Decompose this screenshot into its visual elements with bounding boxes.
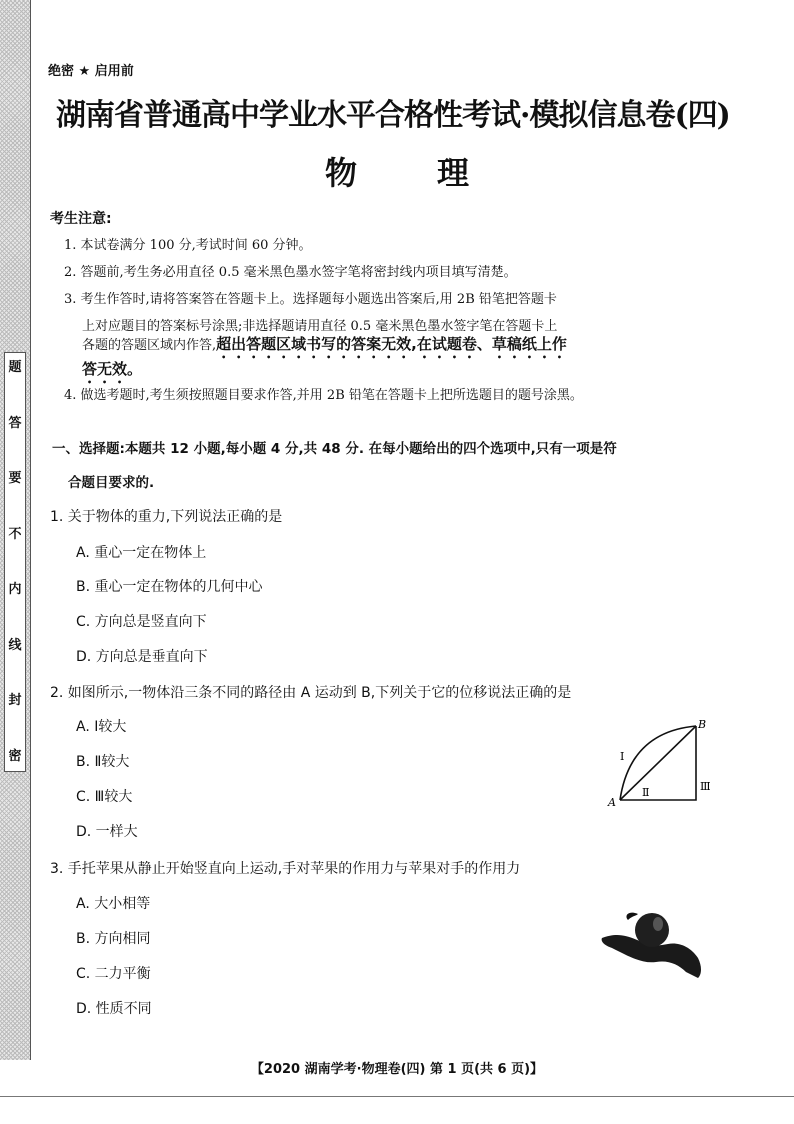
seal-char: 题 xyxy=(8,360,22,375)
question-1-option-a: A. 重心一定在物体上 xyxy=(76,545,207,561)
seal-char: 封 xyxy=(8,693,22,709)
apple-highlight xyxy=(653,917,663,931)
question-3-stem: 3. 手托苹果从静止开始竖直向上运动,手对苹果的作用力与苹果对手的作用力 xyxy=(50,861,521,877)
point-a-label: A xyxy=(608,796,616,809)
subject-char-1: 物 xyxy=(324,154,357,192)
question-2-option-a: A. Ⅰ较大 xyxy=(76,719,127,735)
section-line-2: 合题目要求的. xyxy=(68,475,155,491)
notice-emphasis-2: 答无效。 xyxy=(82,360,143,378)
notice-item-3a: 3. 考生作答时,请将答案答在答题卡上。选择题每小题选出答案后,用 2B 铅笔把答题卡 xyxy=(64,292,557,307)
notice-item-4: 4. 做选考题时,考生须按照题目要求作答,并用 2B 铅笔在答题卡上把所选题目的题号涂黑。 xyxy=(64,388,583,403)
path-diagram xyxy=(600,712,720,812)
point-b-label: B xyxy=(698,718,707,731)
path-i-label: I xyxy=(620,750,625,763)
question-2-stem: 2. 如图所示,一物体沿三条不同的路径由 A 运动到 B,下列关于它的位移说法正确的是 xyxy=(50,685,572,701)
apple-leaf xyxy=(626,913,638,920)
section-line-1: 一、选择题:本题共 12 小题,每小题 4 分,共 48 分. 在每小题给出的四个选项中,只有一项是符 xyxy=(52,441,617,457)
question-2-option-d: D. 一样大 xyxy=(76,824,138,840)
question-1-option-d: D. 方向总是垂直向下 xyxy=(76,649,208,665)
question-1-stem: 1. 关于物体的重力,下列说法正确的是 xyxy=(50,509,283,525)
exam-title: 湖南省普通高中学业水平合格性考试·模拟信息卷(四) xyxy=(56,98,730,133)
hand-apple-illustration xyxy=(598,902,708,980)
notice-item-3c-text: 各题的答题区域内作答, xyxy=(82,338,217,353)
path-iii-label: Ⅲ xyxy=(700,780,711,793)
notice-item-3b: 上对应题目的答案标号涂黑;非选择题请用直径 0.5 毫米黑色墨水签字笔在答题卡上 xyxy=(82,319,558,334)
seal-char: 答 xyxy=(8,415,22,431)
seal-char: 不 xyxy=(8,526,22,542)
section-choice-heading xyxy=(52,432,742,500)
notice-item-1: 1. 本试卷满分 100 分,考试时间 60 分钟。 xyxy=(64,238,312,253)
notice-emphasis-1: 超出答题区域书写的答案无效,在试题卷、草稿纸上作 xyxy=(216,335,567,353)
seal-char: 要 xyxy=(8,471,22,487)
notice-heading: 考生注意: xyxy=(50,211,112,227)
question-2-option-b: B. Ⅱ较大 xyxy=(76,754,130,770)
subject-title xyxy=(0,148,794,194)
footer-rule xyxy=(0,1096,794,1097)
secret-label: 绝密 ★ 启用前 xyxy=(48,64,134,79)
question-1-option-b: B. 重心一定在物体的几何中心 xyxy=(76,579,263,595)
apple-body xyxy=(635,913,669,947)
path-ii-label: Ⅱ xyxy=(642,786,650,799)
notice-item-2: 2. 答题前,考生务必用直径 0.5 毫米黑色墨水签字笔将密封线内项目填写清楚。 xyxy=(64,265,517,280)
seal-char: 密 xyxy=(8,748,22,764)
question-3-option-b: B. 方向相同 xyxy=(76,931,151,947)
question-1-option-c: C. 方向总是竖直向下 xyxy=(76,614,207,630)
seal-char: 内 xyxy=(8,582,22,598)
subject-char-2: 理 xyxy=(437,154,470,192)
question-3-option-a: A. 大小相等 xyxy=(76,896,151,912)
page-footer: 【2020 湖南学考·物理卷(四) 第 1 页(共 6 页)】 xyxy=(250,1062,544,1077)
question-3-option-d: D. 性质不同 xyxy=(76,1001,152,1017)
seal-char: 线 xyxy=(8,637,22,653)
question-2-option-c: C. Ⅲ较大 xyxy=(76,789,133,805)
seal-line-warning xyxy=(4,352,26,772)
question-3-option-c: C. 二力平衡 xyxy=(76,966,151,982)
